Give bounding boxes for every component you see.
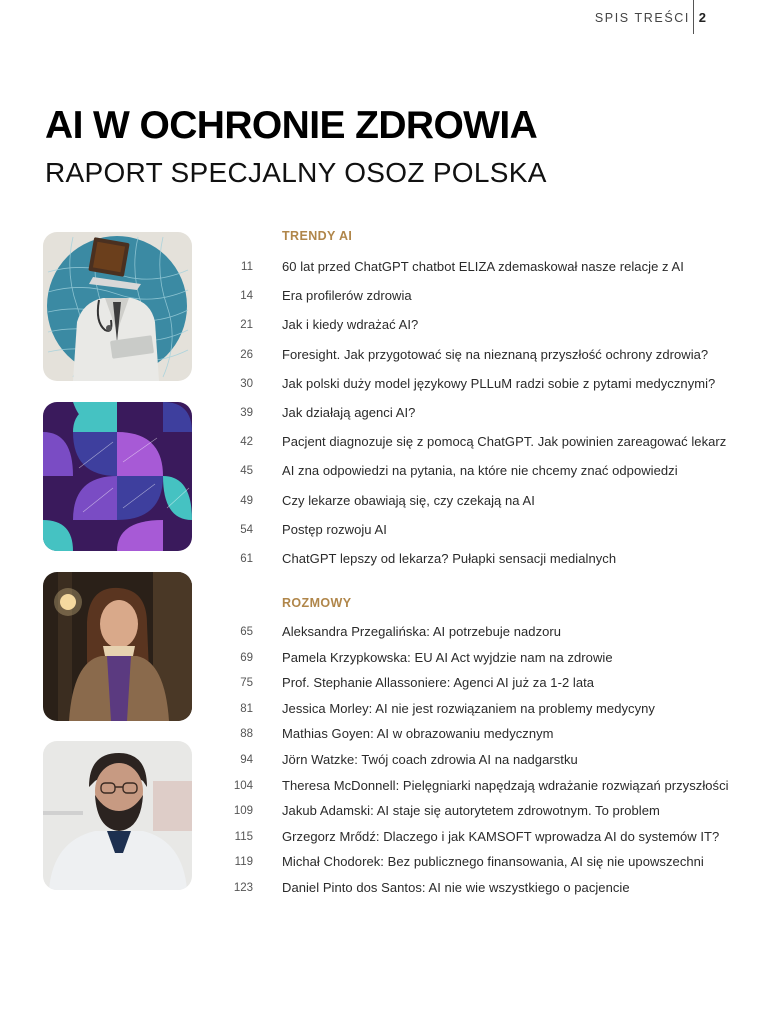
toc-page-number: 88 — [240, 728, 253, 741]
toc-page-number: 30 — [240, 377, 253, 390]
toc-page-number: 14 — [240, 290, 253, 303]
page-title: AI W OCHRONIE ZDROWIA — [45, 104, 538, 147]
toc-page-number: 109 — [233, 805, 253, 818]
toc-entry[interactable] — [225, 550, 617, 580]
toc-page-number: 45 — [240, 465, 253, 478]
abstract-pattern-illustration — [43, 402, 192, 551]
thumbnail-portrait-woman — [43, 572, 192, 721]
toc-entry[interactable] — [225, 288, 412, 317]
toc-entry[interactable] — [225, 404, 416, 434]
toc-page-number: 21 — [240, 319, 253, 332]
toc-entry-title[interactable]: Jak działają agenci AI? — [282, 404, 416, 420]
toc-entry-title[interactable]: Mathias Goyen: AI w obrazowaniu medycznym — [282, 726, 554, 742]
toc-entry[interactable] — [225, 463, 678, 492]
toc-entry-title[interactable]: ChatGPT lepszy od lekarza? Pułapki sensacji medialnych — [282, 550, 617, 566]
toc-entry-title[interactable]: Jak i kiedy wdrażać AI? — [282, 317, 419, 333]
toc-entry-title[interactable]: Jakub Adamski: AI staje się autorytetem zdrowotnym. To problem — [282, 803, 660, 819]
toc-page-number: 75 — [240, 677, 253, 690]
toc-page-number: 49 — [240, 494, 253, 507]
page-subtitle: RAPORT SPECJALNY OSOZ POLSKA — [45, 157, 547, 188]
toc-entry-title[interactable]: Czy lekarze obawiają się, czy czekają na AI — [282, 492, 535, 508]
toc-entry-title[interactable]: Daniel Pinto dos Santos: AI nie wie wszystkiego o pacjencie — [282, 879, 630, 895]
ai-doctor-illustration — [43, 232, 192, 381]
toc-page-number: 104 — [233, 779, 253, 792]
toc-entry-title[interactable]: Pamela Krzypkowska: EU AI Act wyjdzie nam na zdrowie — [282, 649, 613, 665]
toc-list-rozmowy — [225, 624, 729, 906]
toc-entry[interactable] — [225, 259, 684, 288]
toc-entry[interactable] — [225, 751, 578, 778]
toc-page-number: 54 — [240, 523, 253, 536]
header-divider — [693, 0, 694, 34]
toc-entry-title[interactable]: AI zna odpowiedzi na pytania, na które nie chcemy znać odpowiedzi — [282, 463, 678, 479]
toc-entry-title[interactable]: Jessica Morley: AI nie jest rozwiązaniem na problemy medycyny — [282, 700, 655, 716]
thumbnail-portrait-man — [43, 741, 192, 890]
toc-page-number: 61 — [240, 552, 253, 565]
section-heading-trendy-ai: TRENDY AI — [282, 229, 353, 243]
toc-entry[interactable] — [225, 854, 704, 880]
toc-entry[interactable] — [225, 879, 630, 906]
toc-entry-title[interactable]: Pacjent diagnozuje się z pomocą ChatGPT. Jak powinien zareagować lekarz — [282, 434, 727, 450]
toc-entry-title[interactable]: Prof. Stephanie Allassoniere: Agenci AI już za 1-2 lata — [282, 675, 595, 691]
toc-page-number: 11 — [241, 261, 253, 273]
toc-entry[interactable] — [225, 317, 419, 346]
toc-page-number: 94 — [240, 753, 253, 766]
section-label: SPIS TREŚCI — [594, 11, 690, 25]
toc-list-trendy-ai — [225, 259, 727, 580]
toc-page-number: 69 — [240, 651, 253, 664]
toc-entry-title[interactable]: Aleksandra Przegalińska: AI potrzebuje nadzoru — [282, 624, 562, 639]
toc-entry-title[interactable]: Era profilerów zdrowia — [282, 288, 412, 304]
toc-entry-title[interactable]: Grzegorz Mrődź: Dlaczego i jak KAMSOFT wprowadza AI do systemów IT? — [282, 828, 720, 844]
toc-entry[interactable] — [225, 434, 727, 463]
toc-page-number: 26 — [240, 348, 253, 361]
toc-page-number: 123 — [233, 881, 253, 894]
toc-entry[interactable] — [225, 649, 613, 676]
toc-entry[interactable] — [225, 777, 729, 804]
toc-entry-title[interactable]: Jak polski duży model językowy PLLuM radzi sobie z pytami medycznymi? — [282, 375, 716, 391]
toc-page-number: 42 — [240, 436, 253, 449]
toc-entry[interactable] — [225, 346, 709, 376]
page-number: 2 — [698, 10, 706, 25]
thumbnail-ai-doctor — [43, 232, 192, 381]
page-header — [568, 0, 768, 36]
toc-entry[interactable] — [225, 521, 387, 551]
portrait-woman-photo — [43, 572, 192, 721]
toc-entry-title[interactable]: Theresa McDonnell: Pielęgniarki napędzają wdrażanie rozwiązań przyszłości — [282, 777, 729, 793]
toc-entry-title[interactable]: Foresight. Jak przygotować się na nieznaną przyszłość ochrony zdrowia? — [282, 346, 709, 362]
toc-entry[interactable] — [225, 803, 660, 829]
toc-entry[interactable] — [225, 492, 535, 522]
section-heading-rozmowy: ROZMOWY — [282, 596, 352, 610]
toc-entry[interactable] — [225, 675, 595, 701]
portrait-man-photo — [43, 741, 192, 890]
toc-entry[interactable] — [225, 700, 655, 727]
toc-page-number: 115 — [234, 830, 253, 843]
toc-entry-title[interactable]: 60 lat przed ChatGPT chatbot ELIZA zdemaskował nasze relacje z AI — [282, 259, 684, 274]
toc-entry-title[interactable]: Postęp rozwoju AI — [282, 521, 387, 537]
toc-entry[interactable] — [225, 828, 720, 855]
toc-page-number: 119 — [234, 856, 253, 869]
toc-entry[interactable] — [225, 375, 716, 405]
thumbnail-abstract-pattern — [43, 402, 192, 551]
toc-entry-title[interactable]: Jörn Watzke: Twój coach zdrowia AI na nadgarstku — [282, 751, 578, 767]
toc-page-number: 65 — [240, 626, 253, 638]
toc-page-number: 39 — [240, 406, 253, 419]
toc-entry-title[interactable]: Michał Chodorek: Bez publicznego finansowania, AI się nie upowszechni — [282, 854, 704, 870]
toc-entry[interactable] — [225, 624, 562, 650]
toc-entry[interactable] — [225, 726, 554, 752]
toc-page-number: 81 — [240, 702, 253, 715]
